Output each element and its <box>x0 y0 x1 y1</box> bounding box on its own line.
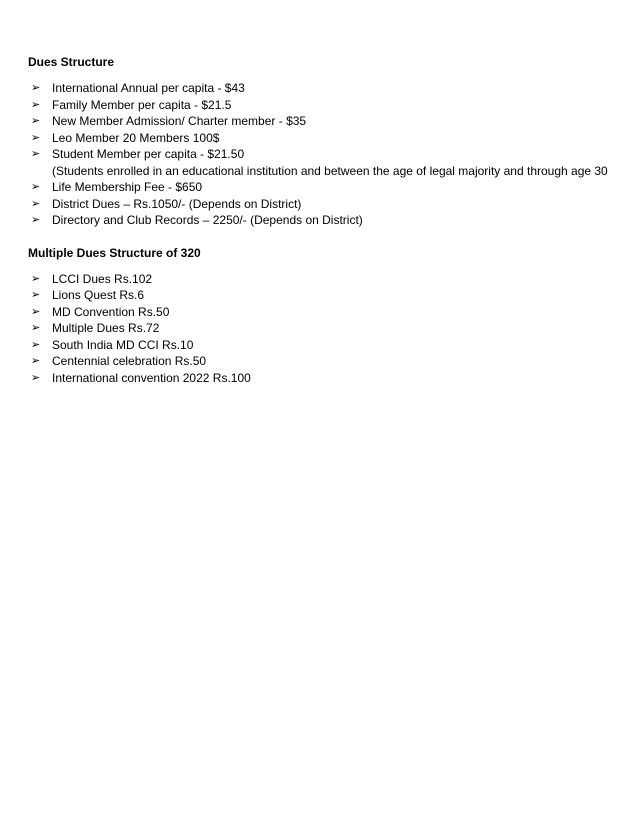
list-item <box>28 212 628 229</box>
list-item-text: MD Convention Rs.50 <box>52 304 170 319</box>
list-item <box>28 130 628 147</box>
list-item-text: District Dues – Rs.1050/- (Depends on District) <box>52 196 302 211</box>
dues-structure-list <box>28 80 628 229</box>
arrow-bullet-icon: ➢ <box>31 82 41 94</box>
section-heading-multiple-dues: Multiple Dues Structure of 320 <box>28 245 201 260</box>
list-item-text: New Member Admission/ Charter member - $35 <box>52 114 307 128</box>
list-item <box>28 196 628 213</box>
document-body <box>28 54 628 386</box>
list-item <box>28 353 628 370</box>
list-item-text: Lions Quest Rs.6 <box>52 288 145 302</box>
list-item-text: Leo Member 20 Members 100$ <box>52 130 220 145</box>
arrow-bullet-icon: ➢ <box>31 338 41 351</box>
list-item <box>28 304 628 321</box>
list-item-text: Multiple Dues Rs.72 <box>52 321 160 335</box>
list-item-text: Life Membership Fee - $650 <box>52 180 203 194</box>
arrow-bullet-icon: ➢ <box>31 197 41 210</box>
list-item <box>28 271 628 288</box>
arrow-bullet-icon: ➢ <box>31 98 41 111</box>
list-item-text: Student Member per capita - $21.50 <box>52 147 245 161</box>
list-item <box>28 320 628 337</box>
list-item <box>28 370 628 387</box>
section-heading-dues-structure: Dues Structure <box>28 55 115 69</box>
arrow-bullet-icon: ➢ <box>31 289 41 301</box>
list-item-text: Family Member per capita - $21.5 <box>52 97 232 112</box>
arrow-bullet-icon: ➢ <box>31 148 41 160</box>
list-item-text: Centennial celebration Rs.50 <box>52 354 207 368</box>
list-item-text: International Annual per capita - $43 <box>52 81 245 95</box>
arrow-bullet-icon: ➢ <box>31 355 41 367</box>
arrow-bullet-icon: ➢ <box>31 115 41 127</box>
list-item <box>28 287 628 304</box>
arrow-bullet-icon: ➢ <box>31 214 41 226</box>
list-item-text: LCCI Dues Rs.102 <box>52 271 153 286</box>
list-item <box>28 97 628 114</box>
multiple-dues-list <box>28 271 628 387</box>
list-item <box>28 146 628 179</box>
list-item <box>28 179 628 196</box>
list-item <box>28 337 628 354</box>
list-item-text: South India MD CCI Rs.10 <box>52 337 194 352</box>
list-item-note: (Students enrolled in an educational institution and between the age of legal majority and through age 30 <box>52 163 608 178</box>
arrow-bullet-icon: ➢ <box>31 322 41 334</box>
arrow-bullet-icon: ➢ <box>31 371 41 384</box>
list-item <box>28 113 628 130</box>
arrow-bullet-icon: ➢ <box>31 131 41 144</box>
arrow-bullet-icon: ➢ <box>31 272 41 285</box>
arrow-bullet-icon: ➢ <box>31 181 41 193</box>
list-item-text: Directory and Club Records – 2250/- (Depends on District) <box>52 213 363 227</box>
arrow-bullet-icon: ➢ <box>31 305 41 318</box>
list-item-text: International convention 2022 Rs.100 <box>52 370 251 385</box>
list-item <box>28 80 628 97</box>
